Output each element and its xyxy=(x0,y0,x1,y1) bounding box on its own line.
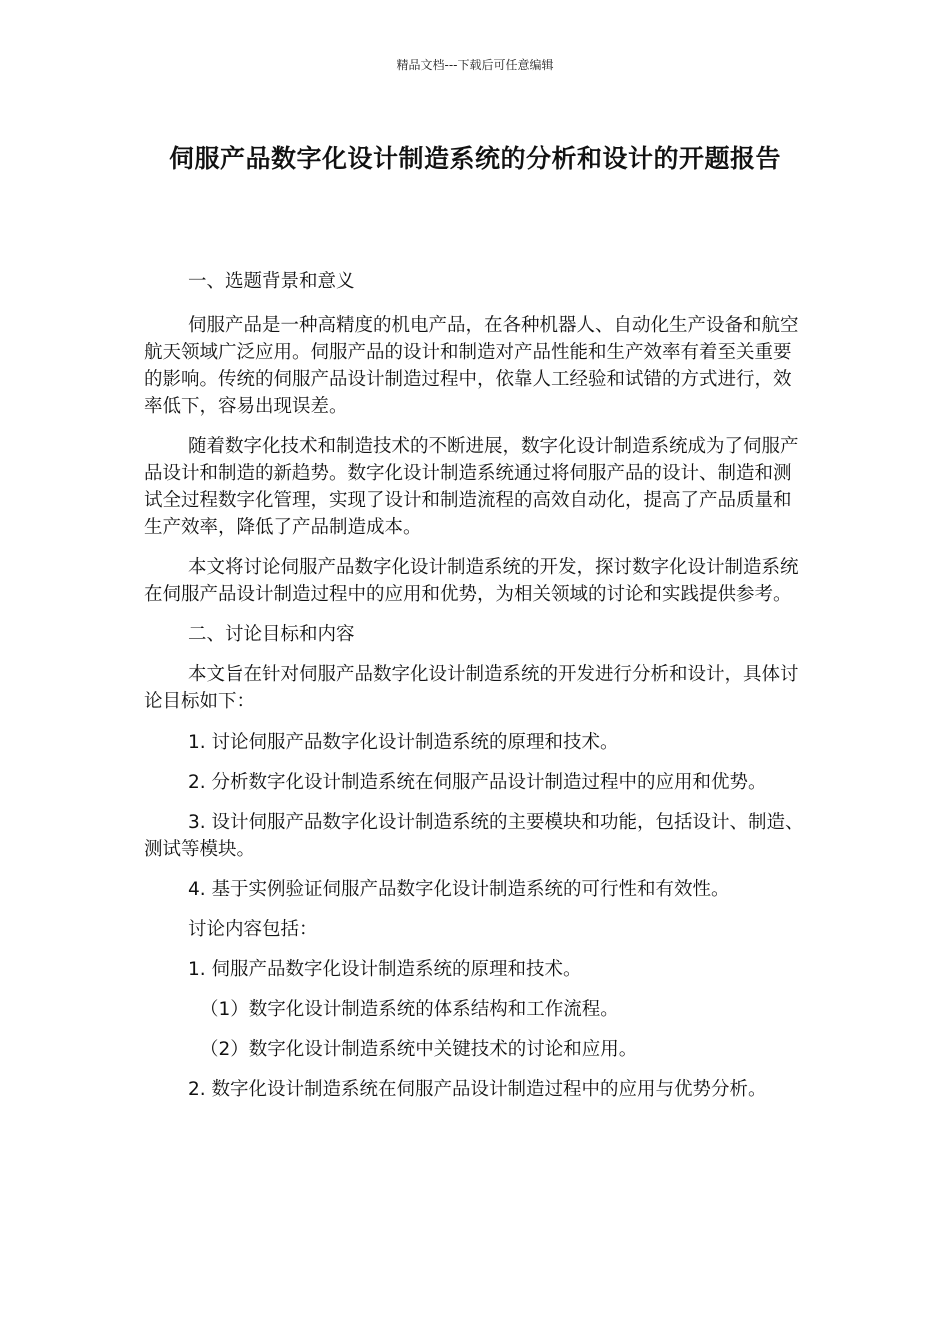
content-item-1: 1. 伺服产品数字化设计制造系统的原理和技术。 xyxy=(188,959,582,980)
content-label: 讨论内容包括： xyxy=(188,919,318,940)
section2-intro: 本文旨在针对伺服产品数字化设计制造系统的开发进行分析和设计，具体讨论目标如下： xyxy=(144,664,799,712)
content-subitem-2: （2）数字化设计制造系统中关键技术的讨论和应用。 xyxy=(200,1039,638,1060)
goal-item-3: 3. 设计伺服产品数字化设计制造系统的主要模块和功能，包括设计、制造、测试等模块。 xyxy=(144,812,804,860)
document-body xyxy=(144,268,806,1103)
section1-paragraph-3: 本文将讨论伺服产品数字化设计制造系统的开发，探讨数字化设计制造系统在伺服产品设计制造过程中的应用和优势，为相关领域的讨论和实践提供参考。 xyxy=(144,557,799,605)
page-header-watermark: 精品文档---下载后可任意编辑 xyxy=(396,58,554,72)
goal-item-4: 4. 基于实例验证伺服产品数字化设计制造系统的可行性和有效性。 xyxy=(188,879,730,900)
section2-heading: 二、讨论目标和内容 xyxy=(188,624,355,645)
section1-paragraph-2: 随着数字化技术和制造技术的不断进展，数字化设计制造系统成为了伺服产品设计和制造的新趋势。数字化设计制造系统通过将伺服产品的设计、制造和测试全过程数字化管理，实现了设计和制造流程的高效自动化，提高了产品质量和生产效率，降低了产品制造成本。 xyxy=(144,436,799,538)
section1-paragraph-1: 伺服产品是一种高精度的机电产品，在各种机器人、自动化生产设备和航空航天领域广泛应用。伺服产品的设计和制造对产品性能和生产效率有着至关重要的影响。传统的伺服产品设计制造过程中，依靠人工经验和试错的方式进行，效率低下，容易出现误差。 xyxy=(144,315,799,417)
section1-heading: 一、选题背景和意义 xyxy=(188,271,355,292)
document-title: 伺服产品数字化设计制造系统的分析和设计的开题报告 xyxy=(168,144,781,173)
content-item-2: 2. 数字化设计制造系统在伺服产品设计制造过程中的应用与优势分析。 xyxy=(188,1079,767,1100)
goal-item-1: 1. 讨论伺服产品数字化设计制造系统的原理和技术。 xyxy=(188,732,619,753)
goal-item-2: 2. 分析数字化设计制造系统在伺服产品设计制造过程中的应用和优势。 xyxy=(188,772,767,793)
content-subitem-1: （1）数字化设计制造系统的体系结构和工作流程。 xyxy=(200,999,619,1020)
